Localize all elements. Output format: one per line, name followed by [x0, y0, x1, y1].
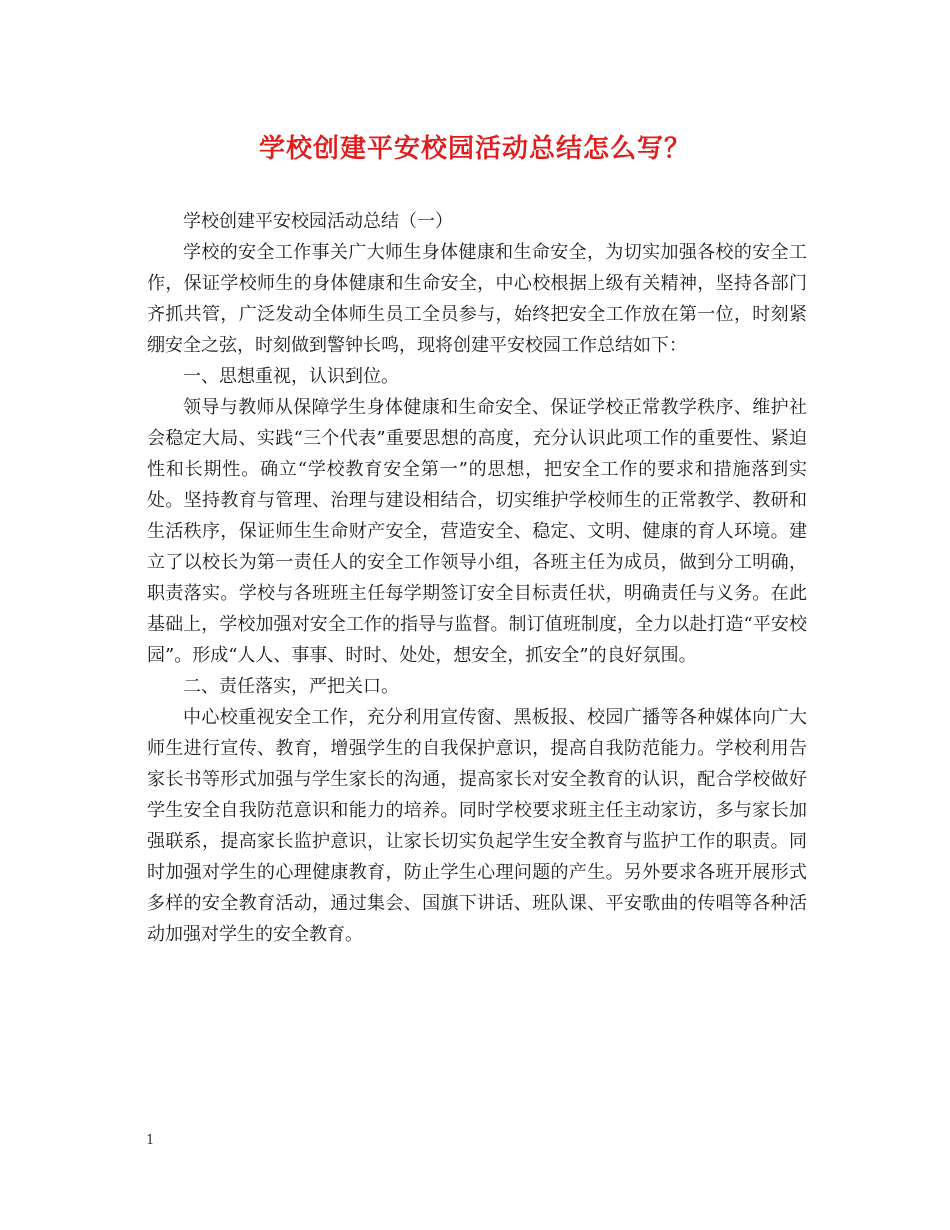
intro-paragraph: 学校的安全工作事关广大师生身体健康和生命安全，为切实加强各校的安全工作，保证学校师生的身体健康和生命安全，中心校根据上级有关精神，坚持各部门齐抓共管，广泛发动全体师生员工全员参与，始终把安全工作放在第一位，时刻紧绷安全之弦，时刻做到警钟长鸣，现将创建平安校园工作总结如下： [147, 242, 807, 356]
section-1-paragraph: 领导与教师从保障学生身体健康和生命安全、保证学校正常教学秩序、维护社会稳定大局、实践“三个代表”重要思想的高度，充分认识此项工作的重要性、紧迫性和长期性。确立“学校教育安全第一”的思想，把安全工作的要求和措施落到实处。坚持教育与管理、治理与建设相结合，切实维护学校师生的正常教学、教研和生活秩序，保证师生生命财产安全，营造安全、稳定、文明、健康的育人环境。建立了以校长为第一责任人的安全工作领导小组，各班主任为成员，做到分工明确，职责落实。学校与各班班主任每学期签订安全目标责任状，明确责任与义务。在此基础上，学校加强对安全工作的指导与监督。制订值班制度，全力以赴打造“平安校园”。形成“人人、事事、时时、处处，想安全，抓安全”的良好氛围。 [147, 397, 807, 666]
document-title: 学校创建平安校园活动总结怎么写？ [258, 134, 691, 164]
document-body [147, 206, 807, 950]
page-number: 1 [146, 1133, 155, 1148]
section-heading-1: 一、思想重视，认识到位。 [183, 366, 399, 387]
section-heading-2: 二、责任落实，严把关口。 [183, 676, 399, 697]
section-2-paragraph: 中心校重视安全工作，充分利用宣传窗、黑板报、校园广播等各种媒体向广大师生进行宣传、教育，增强学生的自我保护意识，提高自我防范能力。学校利用告家长书等形式加强与学生家长的沟通，提高家长对安全教育的认识，配合学校做好学生安全自我防范意识和能力的培养。同时学校要求班主任主动家访，多与家长加强联系，提高家长监护意识，让家长切实负起学生安全教育与监护工作的职责。同时加强对学生的心理健康教育，防止学生心理问题的产生。另外要求各班开展形式多样的安全教育活动，通过集会、国旗下讲话、班队课、平安歌曲的传唱等各种活动加强对学生的安全教育。 [147, 707, 807, 945]
section-heading-summary-one: 学校创建平安校园活动总结（一） [183, 211, 453, 232]
